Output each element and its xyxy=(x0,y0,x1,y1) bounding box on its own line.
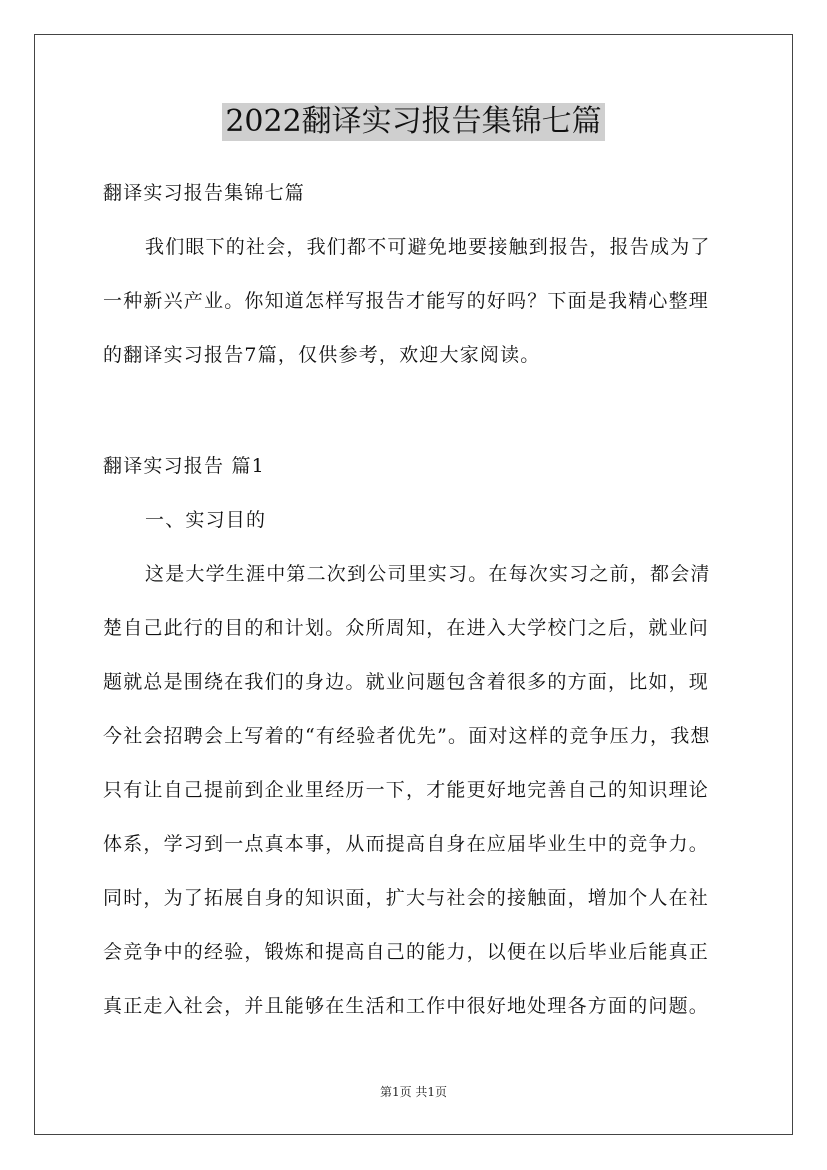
document-title: 2022翻译实习报告集锦七篇 xyxy=(222,103,604,141)
body-line-1: 这是大学生涯中第二次到公司里实习。在每次实习之前，都会清 xyxy=(145,563,711,585)
document-subtitle: 翻译实习报告集锦七篇 xyxy=(103,182,306,204)
intro-line-3: 的翻译实习报告7篇，仅供参考，欢迎大家阅读。 xyxy=(103,344,541,366)
intro-line-1: 我们眼下的社会，我们都不可避免地要接触到报告，报告成为了 xyxy=(145,236,711,258)
title-container xyxy=(0,103,827,141)
body-line-9: 真正走入社会，并且能够在生活和工作中很好地处理各方面的问题。 xyxy=(103,995,710,1017)
subheading: 一、实习目的 xyxy=(145,509,267,531)
intro-line-2: 一种新兴产业。你知道怎样写报告才能写的好吗？下面是我精心整理 xyxy=(103,290,710,312)
page-number: 第1页 共1页 xyxy=(379,1085,448,1099)
body-line-7: 同时，为了拓展自身的知识面，扩大与社会的接触面，增加个人在社 xyxy=(103,887,710,909)
body-line-5: 只有让自己提前到企业里经历一下，才能更好地完善自己的知识理论 xyxy=(103,779,710,801)
body-line-3: 题就总是围绕在我们的身边。就业问题包含着很多的方面，比如，现 xyxy=(103,671,710,693)
section-heading: 翻译实习报告 篇1 xyxy=(103,455,265,477)
body-line-2: 楚自己此行的目的和计划。众所周知，在进入大学校门之后，就业问 xyxy=(103,617,710,639)
body-line-8: 会竞争中的经验，锻炼和提高自己的能力，以便在以后毕业后能真正 xyxy=(103,941,710,963)
body-line-4: 今社会招聘会上写着的“有经验者优先”。面对这样的竞争压力，我想 xyxy=(103,725,711,747)
body-line-6: 体系，学习到一点真本事，从而提高自身在应届毕业生中的竞争力。 xyxy=(103,833,710,855)
